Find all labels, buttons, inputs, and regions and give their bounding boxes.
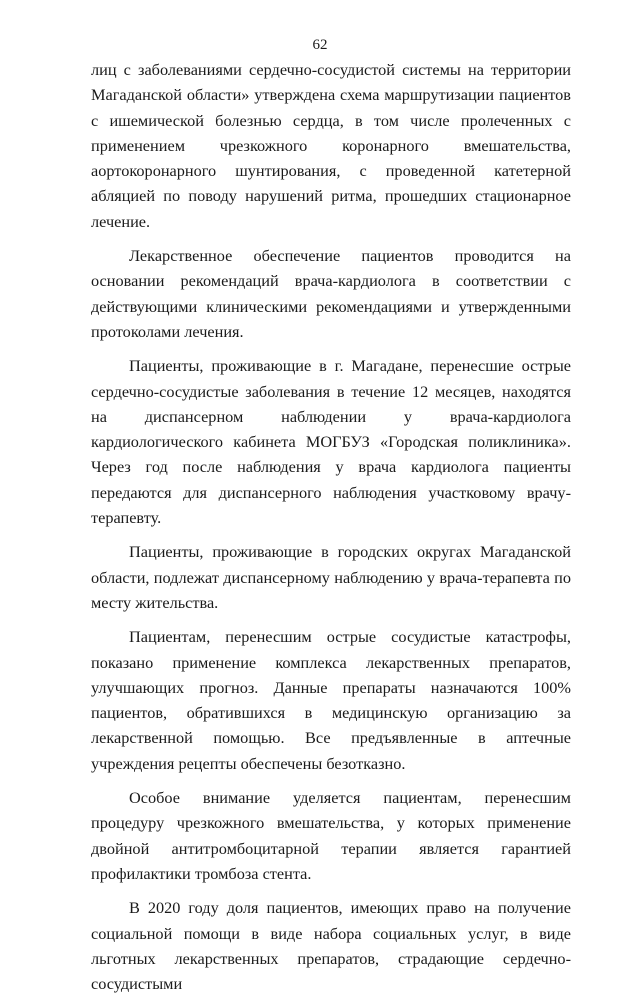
paragraph-4: Пациенты, проживающие в городских округах Магаданской области, подлежат диспансерному наблюдению у врача-терапевта по месту жительства. [91,542,571,612]
document-body [91,57,571,996]
paragraph-3: Пациенты, проживающие в г. Магадане, перенесшие острые сердечно-сосудистые заболевания в течение 12 месяцев, находятся на диспансерном наблюдении у врача-кардиолога кардиологического кабинета МОГБУЗ «Городская поликлиника». Через год после наблюдения у врача кардиолога пациенты передаются для диспансерного наблюдения участковому врачу-терапевту. [91,356,571,528]
page-number: 62 [312,37,328,53]
paragraph-7: В 2020 году доля пациентов, имеющих право на получение социальной помощи в виде набора социальных услуг, в виде льготных лекарственных препаратов, страдающие сердечно-сосудистыми [91,898,571,994]
paragraph-1: лиц с заболеваниями сердечно-сосудистой системы на территории Магаданской области» утверждена схема маршрутизации пациентов с ишемической болезнью сердца, в том числе пролеченных с применением чрезкожного коронарного вмешательства, аортокоронарного шунтирования, с проведенной катетерной абляцией по поводу нарушений ритма, прошедших стационарное лечение. [91,60,571,231]
paragraph-5: Пациентам, перенесшим острые сосудистые катастрофы, показано применение комплекса лекарственных препаратов, улучшающих прогноз. Данные препараты назначаются 100% пациентов, обратившихся в медицинскую организацию за лекарственной помощью. Все предъявленные в аптечные учреждения рецепты обеспечены безотказно. [91,627,571,773]
paragraph-2: Лекарственное обеспечение пациентов проводится на основании рекомендаций врача-кардиолога в соответствии с действующими клиническими рекомендациями и утвержденными протоколами лечения. [91,246,571,341]
paragraph-6: Особое внимание уделяется пациентам, перенесшим процедуру чрезкожного вмешательства, у которых применение двойной антитромбоцитарной терапии является гарантией профилактики тромбоза стента. [91,788,571,883]
